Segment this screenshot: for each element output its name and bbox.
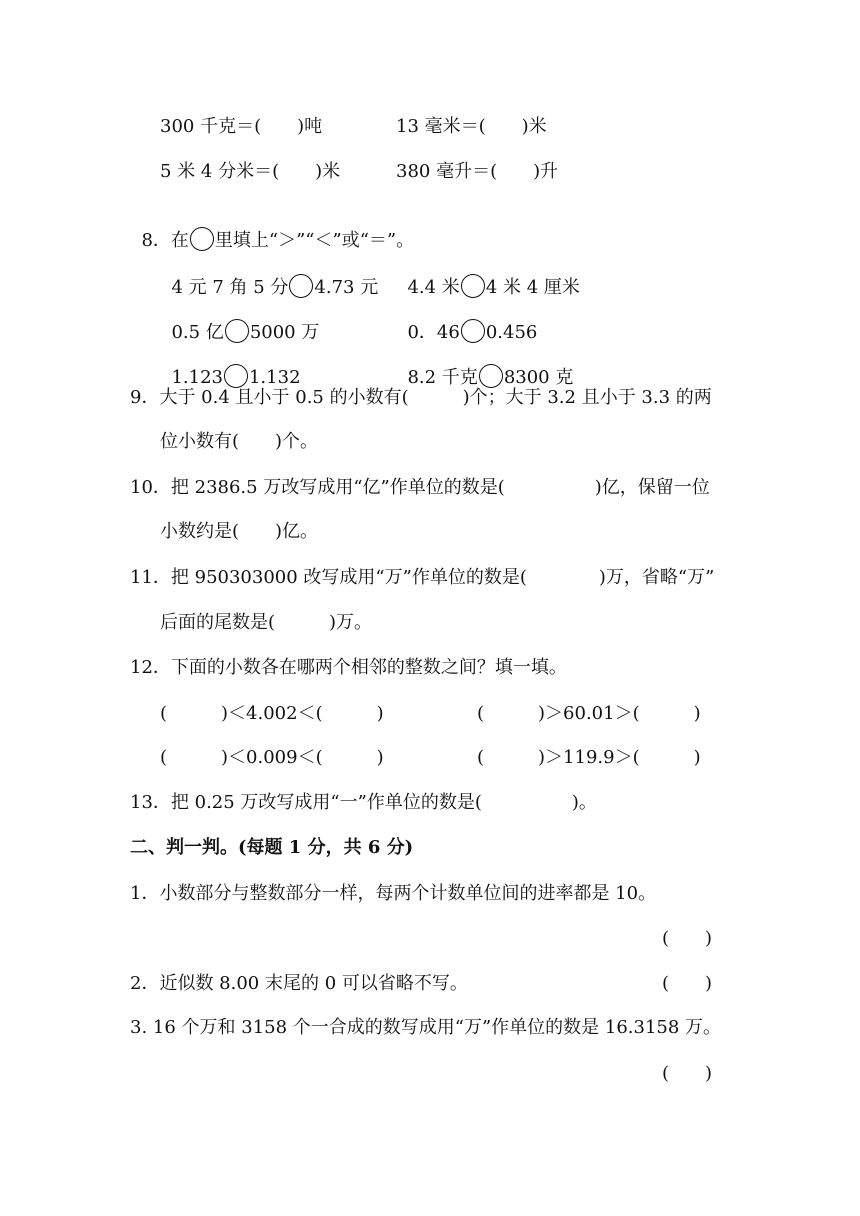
judge-item-3: 3. 16 个万和 3158 个一合成的数写成用“万”作单位的数是 16.3158 万。 bbox=[130, 1017, 722, 1038]
integer-range-row: ( )＞119.9＞( ) bbox=[477, 747, 701, 768]
compare-circle-icon[interactable] bbox=[289, 274, 313, 298]
question-10-line-2: 小数约是( )亿。 bbox=[160, 521, 319, 542]
integer-range-row: ( )＜4.002＜( ) bbox=[160, 703, 384, 724]
question-9-line-1: 9．大于 0.4 且小于 0.5 的小数有( )个；大于 3.2 且小于 3.3 的两 bbox=[130, 387, 712, 408]
compare-right: 8300 克 bbox=[503, 367, 574, 388]
compare-left: 1.123 bbox=[171, 367, 223, 388]
answer-blank[interactable]: ( ) bbox=[662, 1063, 713, 1084]
section-2-heading: 二、判一判。(每题 1 分，共 6 分) bbox=[130, 837, 414, 858]
compare-circle-icon bbox=[190, 227, 214, 251]
question-11-line-1: 11．把 950303000 改写成用“万”作单位的数是( )万，省略“万” bbox=[130, 567, 715, 588]
conversion-300kg: 300 千克＝( )吨 bbox=[160, 116, 323, 137]
answer-blank[interactable]: ( ) bbox=[662, 928, 713, 949]
compare-item bbox=[396, 297, 537, 345]
conversion-380ml: 380 毫升＝( )升 bbox=[396, 161, 559, 182]
compare-left: 8.2 千克 bbox=[407, 367, 478, 388]
compare-item bbox=[160, 297, 319, 345]
compare-circle-icon[interactable] bbox=[461, 319, 485, 343]
compare-circle-icon[interactable] bbox=[479, 364, 503, 388]
compare-left: 4 元 7 角 5 分 bbox=[171, 277, 289, 298]
question-8-title bbox=[130, 205, 414, 253]
question-9-line-2: 位小数有( )个。 bbox=[160, 431, 319, 452]
compare-item bbox=[160, 342, 301, 390]
compare-left: 0．46 bbox=[407, 322, 460, 343]
question-12-title: 12．下面的小数各在哪两个相邻的整数之间？填一填。 bbox=[130, 657, 567, 678]
question-8-text: 里填上“＞”“＜”或“＝”。 bbox=[214, 230, 415, 251]
judge-item-2: 2．近似数 8.00 末尾的 0 可以省略不写。 bbox=[130, 973, 468, 994]
compare-right: 1.132 bbox=[248, 367, 301, 388]
compare-circle-icon[interactable] bbox=[225, 319, 249, 343]
compare-left: 4.4 米 bbox=[407, 277, 460, 298]
integer-range-row: ( )＜0.009＜( ) bbox=[160, 747, 384, 768]
compare-circle-icon[interactable] bbox=[461, 274, 485, 298]
question-10-line-1: 10．把 2386.5 万改写成用“亿”作单位的数是( )亿，保留一位 bbox=[130, 477, 710, 498]
question-8-number: 8．在 bbox=[141, 230, 189, 251]
compare-item bbox=[160, 252, 378, 300]
conversion-5m4dm: 5 米 4 分米＝( )米 bbox=[160, 161, 341, 182]
compare-right: 5000 万 bbox=[249, 322, 320, 343]
compare-item bbox=[396, 252, 580, 300]
conversion-13mm: 13 毫米＝( )米 bbox=[396, 116, 547, 137]
compare-left: 0.5 亿 bbox=[171, 322, 224, 343]
question-13: 13．把 0.25 万改写成用“一”作单位的数是( )。 bbox=[130, 792, 597, 813]
compare-right: 4 米 4 厘米 bbox=[485, 277, 580, 298]
compare-circle-icon[interactable] bbox=[224, 364, 248, 388]
judge-item-1: 1．小数部分与整数部分一样，每两个计数单位间的进率都是 10。 bbox=[130, 883, 657, 904]
question-11-line-2: 后面的尾数是( )万。 bbox=[160, 612, 373, 633]
integer-range-row: ( )＞60.01＞( ) bbox=[477, 703, 701, 724]
compare-right: 0.456 bbox=[485, 322, 538, 343]
compare-item bbox=[396, 342, 573, 390]
compare-right: 4.73 元 bbox=[314, 277, 379, 298]
answer-blank[interactable]: ( ) bbox=[662, 973, 713, 994]
